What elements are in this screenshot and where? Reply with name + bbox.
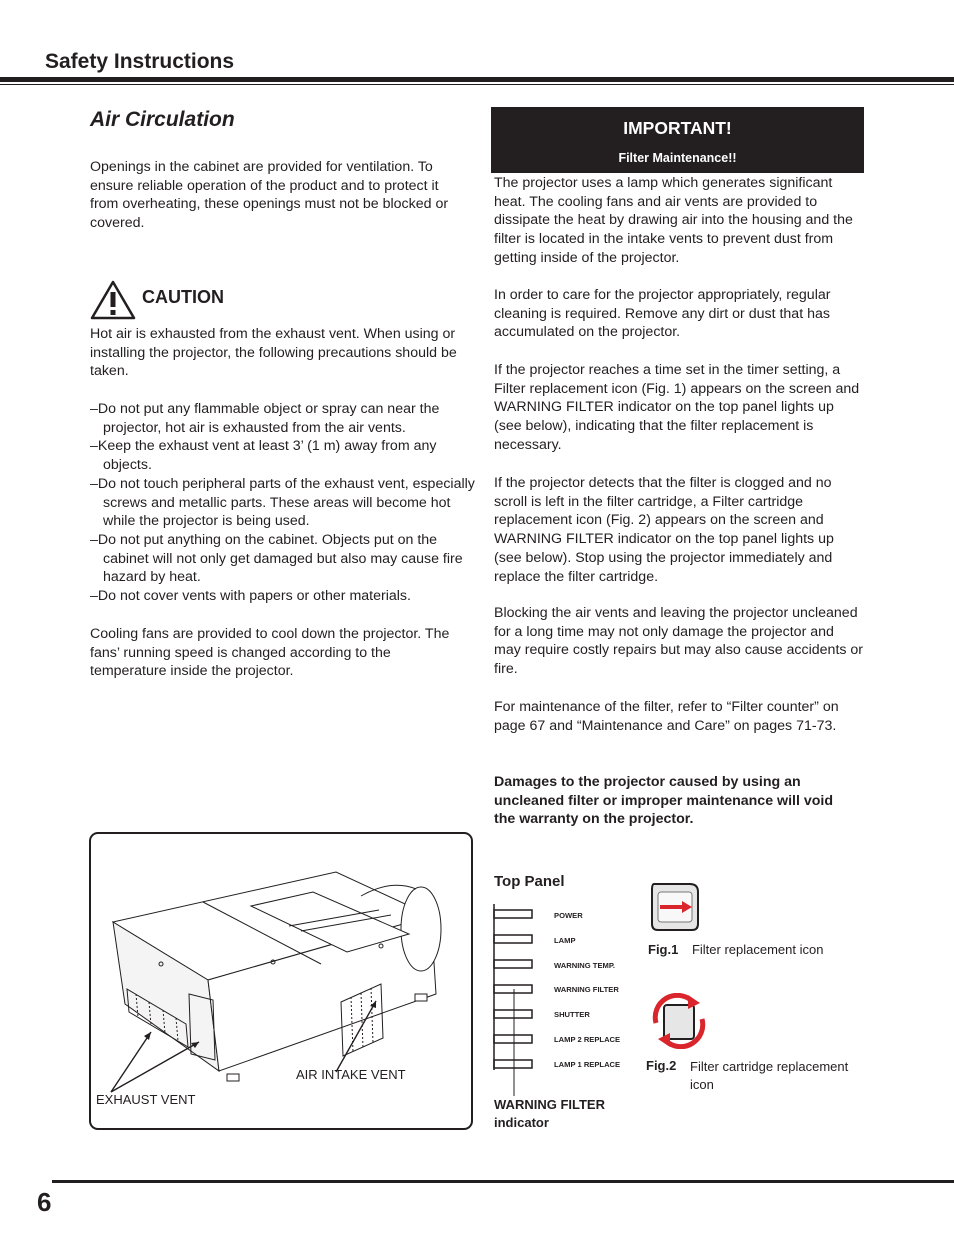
warranty-warning: Damages to the projector caused by using an uncleaned filter or improper maintenance will void the warranty on the projector. [494,774,833,828]
page-header-title: Safety Instructions [45,50,235,73]
top-panel-indicators-diagram [492,900,552,1096]
intro-paragraph: Openings in the cabinet are provided for ventilation. To ensure reliable operation of the product and to protect it from overheating, these openings must not be blocked or covered. [90,159,449,232]
air-intake-label: AIR INTAKE VENT [296,1067,406,1082]
paragraph: In order to care for the projector appropriately, regular cleaning is required. Remove any dirt or dust that has accumulated on the projector. [494,287,831,341]
projector-illustration-frame [89,832,473,1130]
filter-cartridge-replacement-icon [648,993,710,1049]
paragraph: If the projector reaches a time set in the timer setting, a Filter replacement icon (Fig. 1) appears on the screen and WARNING FILTER indicator on the top panel lights up (see below), indicating that the filter replacement is necessary. [494,362,860,453]
page-number: 6 [37,1187,52,1217]
footer-rule [52,1180,954,1183]
paragraph: Blocking the air vents and leaving the projector uncleaned for a long time may not only damage the projector and may require costly repairs but may also cause accidents or fire. [494,605,864,678]
indicator-power-label: POWER [554,911,583,920]
list-item: –Keep the exhaust vent at least 3’ (1 m) away from any objects. [90,438,437,474]
list-item: –Do not touch peripheral parts of the exhaust vent, especially screws and metallic parts. These areas will become hot while the projector is being used. [90,475,475,530]
important-subtitle: Filter Maintenance!! [618,151,737,165]
indicator-warning-temp-label: WARNING TEMP. [554,961,616,970]
fig1-number: Fig.1 [648,942,679,957]
fig2-text: Filter cartridge replacement icon [690,1059,849,1092]
top-panel-title: Top Panel [494,873,565,890]
fig1-text: Filter replacement icon [691,942,824,957]
fig2-number: Fig.2 [646,1058,677,1073]
paragraph: The projector uses a lamp which generates significant heat. The cooling fans and air vents are provided to dissipate the heat by drawing air into the housing and the filter is located in the intake vents to prevent dust from getting inside of the projector. [494,175,853,266]
paragraph: For maintenance of the filter, refer to “Filter counter” on page 67 and “Maintenance and Care” on pages 71-73. [494,699,839,734]
header-rule-thin [0,84,954,85]
indicator-lamp1-label: LAMP 1 REPLACE [554,1060,621,1069]
indicator-lamp2-label: LAMP 2 REPLACE [554,1035,621,1044]
list-item: –Do not put any flammable object or spray can near the projector, hot air is exhausted from the air vents. [90,401,440,436]
header-rule [0,77,954,82]
list-item: –Do not put anything on the cabinet. Objects put on the cabinet will not only get damaged but also may cause fire hazard by heat. [90,531,463,586]
paragraph: If the projector detects that the filter is clogged and no scroll is left in the filter cartridge, a Filter cartridge replacement icon (Fig. 2) appears on the screen and WARNING FILTER indicator on the top panel lights up (see below). Stop using the projector immediately and replace the filter cartridge. [494,475,834,585]
indicator-shutter-label: SHUTTER [554,1010,590,1019]
fig1-caption [648,942,823,957]
list-item: –Do not cover vents with papers or other materials. [90,588,411,605]
fans-paragraph: Cooling fans are provided to cool down the projector. The fans’ running speed is changed according to the temperature inside the projector. [90,626,450,680]
projector-illustration [91,834,471,1128]
indicator-warning-filter-label: WARNING FILTER [554,985,619,994]
caution-heading: CAUTION [142,287,224,307]
warning-filter-indicator-caption: WARNING FILTER indicator [494,1097,605,1130]
indicator-lamp-label: LAMP [554,936,576,945]
warning-triangle-icon [90,280,136,320]
caution-paragraph: Hot air is exhausted from the exhaust vent. When using or installing the projector, the following precautions should be taken. [90,326,457,380]
important-banner [491,107,864,173]
exhaust-vent-label: EXHAUST VENT [96,1092,196,1107]
section-title: Air Circulation [90,108,235,131]
filter-replacement-icon [648,880,702,932]
important-title: IMPORTANT! [623,118,732,138]
precaution-list [90,400,475,606]
